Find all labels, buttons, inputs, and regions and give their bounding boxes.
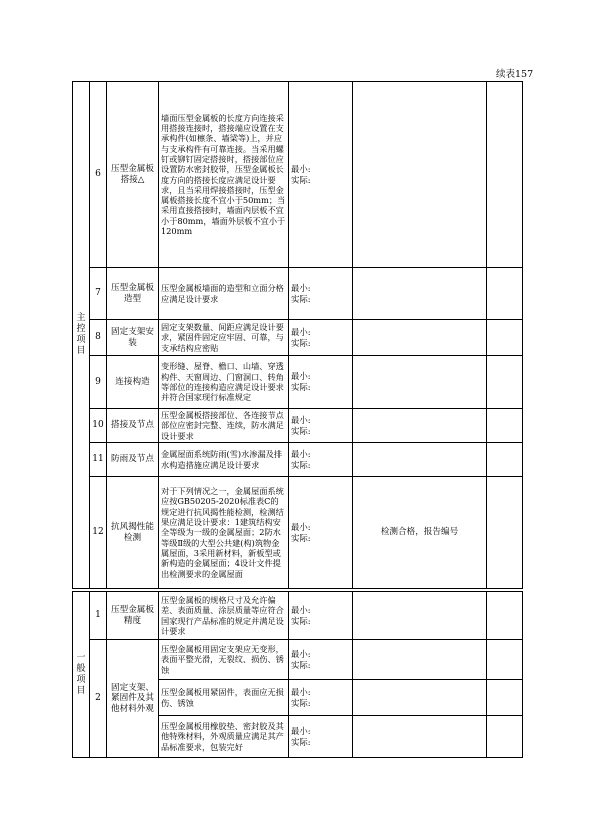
result-cell <box>353 716 487 758</box>
item-name: 压型金属板搭接△ <box>107 82 159 268</box>
measurement-cell: 最小: 实际: <box>289 409 353 443</box>
table-row <box>73 82 523 268</box>
item-name: 抗风揭性能检测 <box>107 477 159 589</box>
table-row <box>73 268 523 320</box>
measurement-cell: 最小: 实际: <box>289 716 353 758</box>
result-cell <box>353 680 487 716</box>
requirement-text: 墙面压型金属板的长度方向连接采用搭接连接时，搭接端应设置在支承构件(如檩条、墙梁等)上，并应与支承构件有可靠连接。当采用螺钉或铆钉固定搭接时，搭接部位应设置防水密封胶带，压型金属板长度方向的搭接长度应满足设计要求，且当采用焊接搭接时，压型金属板搭接长度不宜小于50mm；当采用直接搭接时，墙面内层板不宜小于80mm，墙面外层板不宜小于120mm <box>159 82 289 268</box>
measurement-cell: 最小: 实际: <box>289 82 353 268</box>
inspection-table <box>72 81 523 758</box>
remark-cell <box>487 477 523 589</box>
measurement-cell: 最小: 实际: <box>289 680 353 716</box>
requirement-text: 压型金属板用固定支架应无变形，表面平整光滑，无裂纹、损伤、锈蚀 <box>159 640 289 680</box>
result-cell <box>353 320 487 356</box>
measurement-cell: 最小: 实际: <box>289 592 353 640</box>
row-number: 9 <box>90 356 107 409</box>
measurement-cell: 最小: 实际: <box>289 640 353 680</box>
measurement-cell: 最小: 实际: <box>289 356 353 409</box>
item-name: 压型金属板精度 <box>107 592 159 640</box>
row-number: 12 <box>90 477 107 589</box>
item-name: 固定支架安装 <box>107 320 159 356</box>
requirement-text: 金属屋面系统防雨(雪)水渗漏及排水构造措施应满足设计要求 <box>159 443 289 477</box>
row-number: 8 <box>90 320 107 356</box>
table-row <box>73 477 523 589</box>
remark-cell <box>487 409 523 443</box>
row-number: 7 <box>90 268 107 320</box>
requirement-text: 对于下列情况之一，金属屋面系统应按GB50205-2020标准表C的规定进行抗风揭性能检测，检测结果应满足设计要求：1建筑结构安全等级为一级的金属屋面；2防水等级Ⅱ级的大型公共建(构)筑物金属屋面，3采用新材料，新板型或新构造的金属屋面；4设计文件提出检测要求的金属屋面 <box>159 477 289 589</box>
remark-cell <box>487 680 523 716</box>
result-cell <box>353 268 487 320</box>
row-number: 11 <box>90 443 107 477</box>
measurement-cell: 最小: 实际: <box>289 443 353 477</box>
remark-cell <box>487 640 523 680</box>
result-cell <box>353 640 487 680</box>
requirement-text: 压型金属板墙面的造型和立面分格应满足设计要求 <box>159 268 289 320</box>
result-cell: 检测合格，报告编号 <box>353 477 487 589</box>
table-row <box>73 409 523 443</box>
sheet-number: 续表157 <box>496 69 534 80</box>
section-main: 主 控 项 目 <box>73 82 90 589</box>
section-general: 一 般 项 目 <box>73 592 90 758</box>
item-name: 固定支架、紧固件及其他材料外观 <box>107 640 159 758</box>
table-row <box>73 592 523 640</box>
remark-cell <box>487 356 523 409</box>
remark-cell <box>487 592 523 640</box>
requirement-text: 压型金属板用橡胶垫、密封胶及其他特殊材料，外观质量应满足其产品标准要求，包装完好 <box>159 716 289 758</box>
requirement-text: 变形缝、屋脊、檐口、山墙、穿透构件、天窗周边、门窗洞口、转角等部位的连接构造应满足设计要求并符合国家现行标准规定 <box>159 356 289 409</box>
requirement-text: 压型金属板用紧固件，表面应无损伤、锈蚀 <box>159 680 289 716</box>
item-name: 防雨及节点 <box>107 443 159 477</box>
remark-cell <box>487 443 523 477</box>
remark-cell <box>487 716 523 758</box>
result-cell <box>353 356 487 409</box>
remark-cell <box>487 320 523 356</box>
table-row <box>73 640 523 680</box>
requirement-text: 压型金属板的规格尺寸及允许偏差、表面质量、涂层质量等应符合国家现行产品标准的规定并满足设计要求 <box>159 592 289 640</box>
item-name: 搭接及节点 <box>107 409 159 443</box>
remark-cell <box>487 82 523 268</box>
measurement-cell: 最小: 实际: <box>289 268 353 320</box>
measurement-cell: 最小: 实际: <box>289 320 353 356</box>
result-cell <box>353 409 487 443</box>
result-cell <box>353 443 487 477</box>
table-row <box>73 356 523 409</box>
item-name: 连接构造 <box>107 356 159 409</box>
result-cell <box>353 82 487 268</box>
remark-cell <box>487 268 523 320</box>
row-number: 2 <box>90 640 107 758</box>
row-number: 1 <box>90 592 107 640</box>
table-row <box>73 443 523 477</box>
row-number: 6 <box>90 82 107 268</box>
table-row <box>73 320 523 356</box>
row-number: 10 <box>90 409 107 443</box>
requirement-text: 压型金属板搭接部位、各连接节点部位应密封完整、连续，防水满足设计要求 <box>159 409 289 443</box>
result-cell <box>353 592 487 640</box>
requirement-text: 固定支架数量、间距应满足设计要求，紧固件固定应牢固、可靠，与支承结构应密贴 <box>159 320 289 356</box>
item-name: 压型金属板造型 <box>107 268 159 320</box>
measurement-cell: 最小: 实际: <box>289 477 353 589</box>
